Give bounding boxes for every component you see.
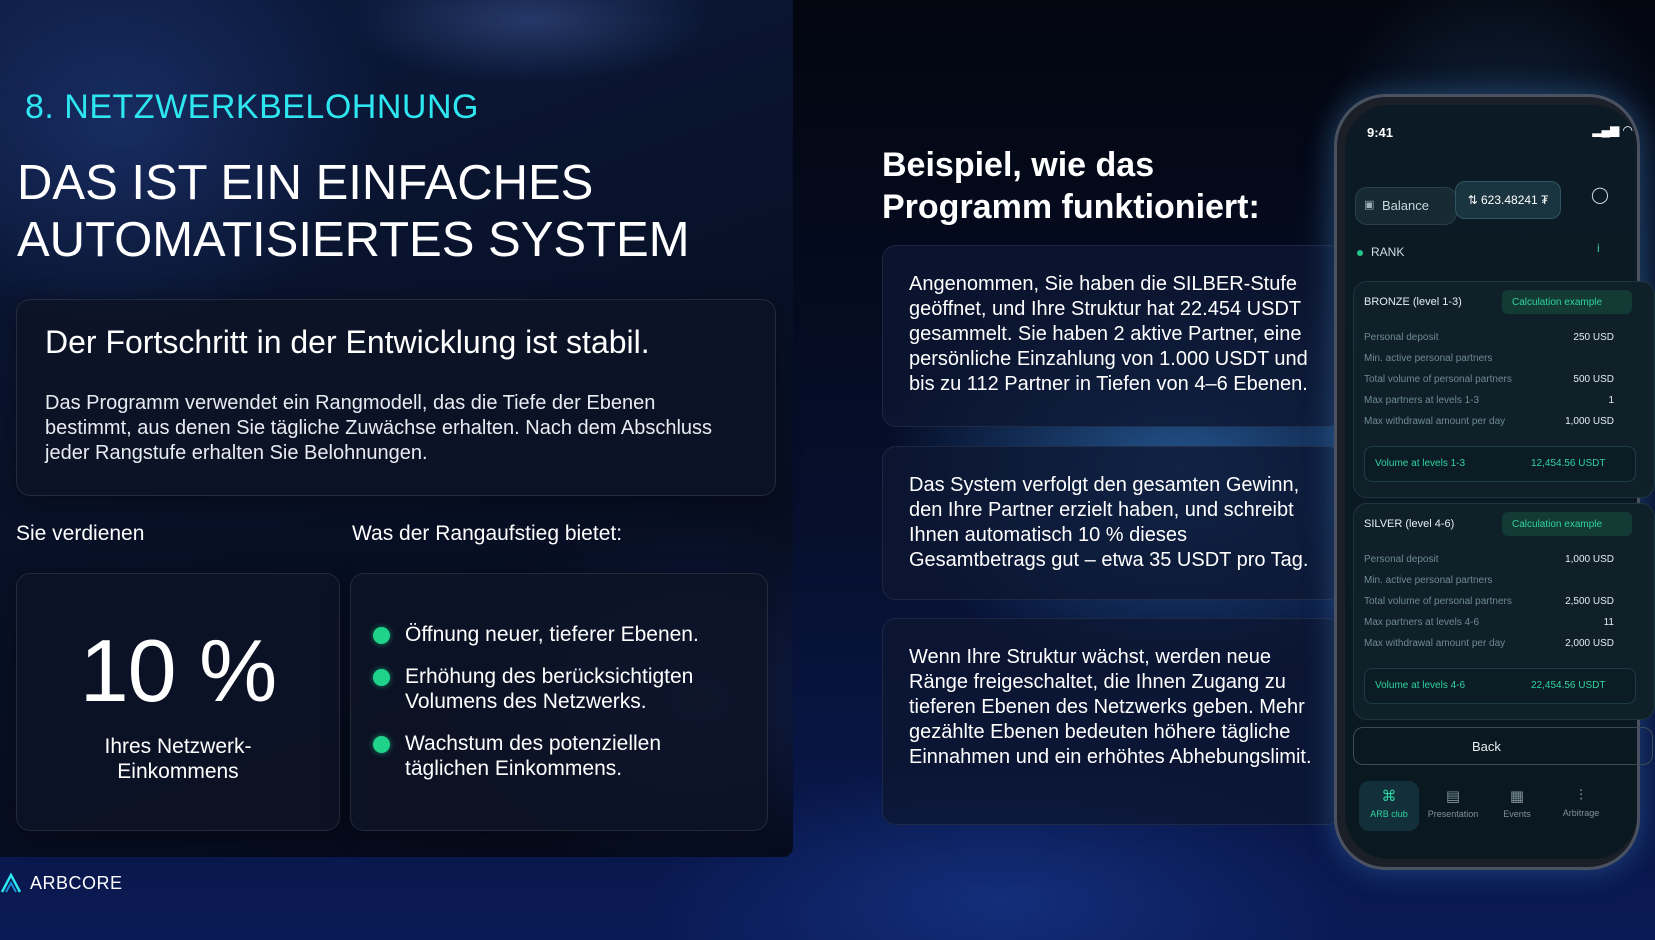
level-row-value: 500 USD: [1573, 374, 1614, 385]
main-title-line1: DAS IST EIN EINFACHES: [17, 156, 594, 210]
level-row-key: Total volume of personal partners: [1364, 596, 1512, 607]
benefit-list: [373, 622, 743, 798]
phone-mockup: [1334, 94, 1640, 870]
example-title-line1: Beispiel, wie das: [882, 146, 1155, 184]
brand-logo: [0, 872, 123, 894]
tab-label: Presentation: [1427, 809, 1479, 819]
arbcore-logo-icon: [0, 872, 22, 894]
volume-label: Volume at levels 1-3: [1375, 458, 1466, 469]
level-box-bronze: [1353, 281, 1655, 498]
earn-card: [16, 573, 340, 831]
profile-icon[interactable]: ◯: [1591, 187, 1609, 204]
earn-percent: 10 %: [79, 621, 277, 720]
level-row: [1364, 596, 1614, 607]
tab-presentation[interactable]: [1423, 781, 1483, 831]
bullet-dot-icon: [373, 669, 390, 686]
balance-pill[interactable]: [1355, 187, 1457, 225]
example-title: [882, 144, 1260, 228]
benefit-item: [373, 622, 743, 647]
level-row: [1364, 617, 1614, 628]
main-title: [17, 155, 690, 269]
level-row: [1364, 554, 1614, 565]
level-row-key: Personal deposit: [1364, 554, 1439, 565]
phone-screen: [1345, 105, 1637, 859]
level-row: [1364, 638, 1614, 649]
main-title-line2: AUTOMATISIERTES SYSTEM: [17, 213, 690, 267]
tab-label: Arbitrage: [1562, 808, 1600, 818]
rank-row: [1357, 245, 1404, 259]
level-row: [1364, 353, 1614, 364]
tab-label: Events: [1503, 809, 1531, 819]
tab-bar: [1353, 781, 1653, 837]
back-button[interactable]: Back: [1353, 727, 1653, 765]
example-card-text: Das System verfolgt den gesamten Gewinn, den Ihre Partner erzielt haben, und schreibt Ihnen automatisch 10 % dieses Gesamtbetrags gut – etwa 35 USDT pro Tag.: [909, 474, 1309, 571]
example-title-line2: Programm funktioniert:: [882, 188, 1260, 226]
earn-caption-line2: Einkommens: [117, 760, 239, 783]
level-name: BRONZE (level 1-3): [1364, 296, 1462, 308]
earn-caption-line1: Ihres Netzwerk-: [104, 735, 252, 758]
volume-box: [1364, 446, 1636, 482]
volume-box: [1364, 668, 1636, 704]
level-row-value: 1,000 USD: [1565, 554, 1614, 565]
level-box-silver: [1353, 503, 1655, 720]
volume-label: Volume at levels 4-6: [1375, 680, 1466, 691]
calculation-example-button[interactable]: Calculation example: [1502, 512, 1632, 536]
level-row: [1364, 332, 1614, 343]
progress-card: [16, 299, 776, 496]
benefit-item: [373, 664, 743, 714]
calendar-icon: ▦: [1509, 788, 1525, 805]
level-row-key: Max partners at levels 1-3: [1364, 395, 1480, 406]
level-row-value: 250 USD: [1573, 332, 1614, 343]
bullet-dot-icon: [373, 627, 390, 644]
level-row-key: Max partners at levels 4-6: [1364, 617, 1480, 628]
level-row-value: 1,000 USD: [1565, 416, 1614, 427]
benefit-item: [373, 731, 743, 781]
benefit-card: [350, 573, 768, 831]
level-row-key: Max withdrawal amount per day: [1364, 638, 1506, 649]
signal-wifi-icon: ▂▄▆ ◠: [1592, 123, 1633, 137]
level-row-value: 2,500 USD: [1565, 596, 1614, 607]
level-row-value: 1: [1608, 395, 1614, 406]
info-icon[interactable]: i: [1597, 241, 1600, 255]
benefits-label: Was der Rangaufstieg bietet:: [352, 522, 623, 545]
example-card-text: Wenn Ihre Struktur wächst, werden neue Ränge freigeschaltet, die Ihnen Zugang zu tieferen Ebenen des Netzwerks geben. Mehr gezählte Ebenen bedeuten höhere tägliche Einnahmen und ein erhöhtes Abhebungslimit.: [909, 646, 1312, 768]
section-number: 8. NETZWERKBELOHNUNG: [25, 88, 479, 126]
benefit-text: Erhöhung des berücksichtigten Volumens des Netzwerks.: [405, 665, 694, 713]
balance-amount: 623.48241 ₮: [1481, 193, 1549, 207]
volume-value: 12,454.56 USDT: [1531, 458, 1606, 469]
tab-label: ARB club: [1370, 809, 1408, 819]
club-icon: ⌘: [1381, 788, 1397, 805]
level-row: [1364, 374, 1614, 385]
example-card-text: Angenommen, Sie haben die SILBER-Stufe geöffnet, und Ihre Struktur hat 22.454 USDT gesammelt. Sie haben 2 aktive Partner, eine persönliche Einzahlung von 1.000 USDT und bis zu 112 Partner in Tiefen von 4–6 Ebenen.: [909, 273, 1308, 395]
earn-caption: [17, 734, 339, 784]
tab-arb-club[interactable]: [1359, 781, 1419, 831]
level-row-key: Min. active personal partners: [1364, 575, 1493, 586]
level-row: [1364, 395, 1614, 406]
bullet-dot-icon: [373, 736, 390, 753]
level-row-key: Max withdrawal amount per day: [1364, 416, 1506, 427]
status-time: 9:41: [1367, 125, 1394, 140]
progress-text: Das Programm verwendet ein Rangmodell, das die Tiefe der Ebenen bestimmt, aus denen Sie tägliche Zuwächse erhalten. Nach dem Abschluss jeder Rangstufe erhalten Sie Belohnungen.: [45, 392, 713, 464]
level-row-value: 11: [1603, 617, 1614, 628]
rank-dot-icon: [1357, 250, 1363, 256]
logo-text: ARBCORE: [30, 872, 123, 893]
level-row-value: 2,000 USD: [1565, 638, 1614, 649]
level-row: [1364, 575, 1614, 586]
level-row-key: Personal deposit: [1364, 332, 1439, 343]
calculation-example-button[interactable]: Calculation example: [1502, 290, 1632, 314]
wallet-icon: ▣: [1364, 199, 1375, 211]
example-card: [882, 245, 1342, 427]
benefit-text: Öffnung neuer, tieferer Ebenen.: [405, 623, 699, 646]
balance-label: Balance: [1382, 198, 1429, 213]
tab-events[interactable]: [1487, 781, 1547, 831]
benefit-text: Wachstum des potenziellen täglichen Einkommens.: [405, 732, 662, 780]
tab-arbitrage[interactable]: [1551, 781, 1611, 831]
presentation-icon: ▤: [1445, 788, 1461, 805]
example-card: [882, 618, 1342, 825]
earn-label: Sie verdienen: [16, 522, 145, 545]
balance-value[interactable]: [1455, 181, 1561, 219]
level-name: SILVER (level 4-6): [1364, 518, 1455, 530]
chart-icon: ⫶: [1579, 787, 1583, 804]
rank-label: RANK: [1371, 245, 1405, 259]
swap-icon: ⇅: [1467, 193, 1481, 207]
example-card: [882, 446, 1342, 600]
progress-title: Der Fortschritt in der Entwicklung ist stabil.: [45, 324, 650, 360]
left-panel: [0, 0, 793, 857]
volume-value: 22,454.56 USDT: [1531, 680, 1606, 691]
level-row-key: Total volume of personal partners: [1364, 374, 1512, 385]
level-row: [1364, 416, 1614, 427]
level-row-key: Min. active personal partners: [1364, 353, 1493, 364]
